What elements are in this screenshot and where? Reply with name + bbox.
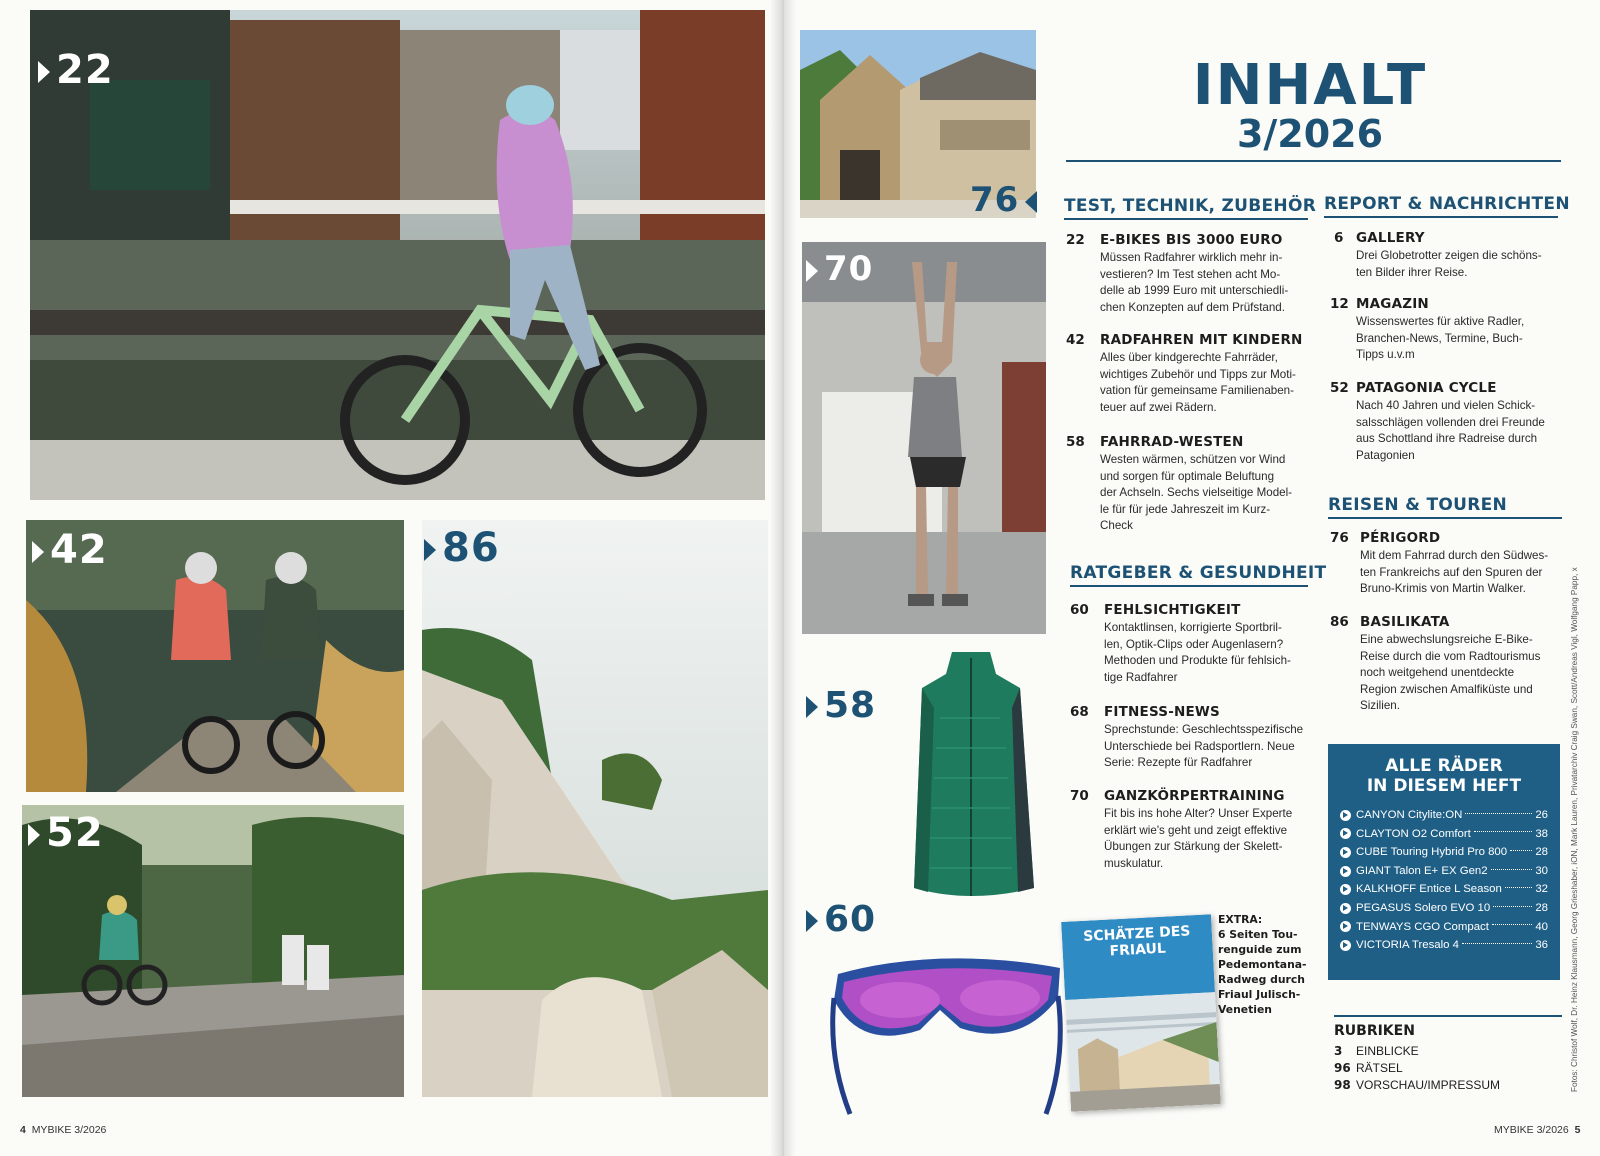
photo-number-60: 60 [806, 902, 876, 938]
entry-page-number: 42 [1066, 332, 1085, 348]
photo-credits: Fotos: Christof Wolf, Dr. Heinz Klausmann, Georg Grieshaber, iON, Mark Lauren, Privatarchiv Craig Swan, Scott/Andreas Vigl, Wolfgang Papp, x [1570, 567, 1579, 1092]
bikes-in-issue-box [1328, 744, 1560, 980]
entry-text: Kontaktlinsen, korrigierte Sportbril- len, Optik-Clips oder Augenlasern? Methoden und Produkte für fehlsich- tige Radfahrer [1104, 621, 1291, 684]
title-rule [1066, 160, 1561, 162]
photo-number-22: 22 [38, 50, 114, 90]
section-heading-report: REPORT & NACHRICHTEN [1324, 194, 1570, 214]
entry-text: Sprechstunde: Geschlechtsspezifische Unterschiede bei Radsportlern. Neue Serie: Rezepte für Radfahrer [1104, 723, 1304, 770]
toc-entry[interactable] [1066, 332, 1310, 422]
entry-headline: GANZKÖRPERTRAINING [1104, 788, 1285, 804]
arrow-right-icon [806, 260, 818, 282]
entry-page-number: 60 [1070, 602, 1089, 618]
bullet-arrow-icon [1340, 866, 1351, 877]
photo-number-86: 86 [424, 528, 500, 568]
bike-list-item[interactable]: GIANT Talon E+ EX Gen2 30 [1340, 862, 1548, 881]
entry-headline: BASILIKATA [1360, 614, 1450, 630]
bike-list-item[interactable]: TENWAYS CGO Compact 40 [1340, 918, 1548, 937]
entry-headline: PÉRIGORD [1360, 530, 1441, 546]
toc-entry[interactable] [1066, 434, 1310, 538]
bullet-arrow-icon [1340, 810, 1351, 821]
photo-kids-biking [26, 520, 404, 792]
entry-text: Drei Globetrotter zeigen die schöns- ten Bilder ihrer Reise. [1356, 249, 1542, 279]
entry-text: Fit bis ins hohe Alter? Unser Experte erklärt wie's geht und zeigt effektive Übungen zur Stärkung der Skelett- muskulatur. [1104, 807, 1293, 870]
entry-page-number: 58 [1066, 434, 1085, 450]
bike-list-item[interactable]: CUBE Touring Hybrid Pro 800 28 [1340, 843, 1548, 862]
extra-booklet-cover [1061, 914, 1221, 1112]
rubrik-item[interactable]: 98 VORSCHAU/IMPRESSUM [1334, 1078, 1501, 1092]
bullet-arrow-icon [1340, 884, 1351, 895]
entry-text: Alles über kindgerechte Fahrräder, wichtiges Zubehör und Tipps zur Moti- vation für gemeinsame Familienaben- teuer auf zwei Rädern. [1100, 351, 1296, 414]
toc-entry[interactable] [1330, 614, 1566, 718]
bikes-box-title: ALLE RÄDER IN DIESEM HEFT [1366, 756, 1522, 796]
entry-headline: FAHRRAD-WESTEN [1100, 434, 1244, 450]
section-rule [1324, 216, 1558, 218]
entry-text: Westen wärmen, schützen vor Wind und sorgen für optimale Beluftung der Achseln. Sechs vielseitige Model- le für für jede Jahreszeit im Kurz- Check [1100, 453, 1293, 533]
entry-headline: MAGAZIN [1356, 296, 1429, 312]
bullet-arrow-icon [1340, 940, 1351, 951]
page-title [1180, 53, 1440, 156]
extra-cover-title: SCHÄTZE DES FRIAUL [1082, 923, 1191, 960]
entry-headline: RADFAHREN MIT KINDERN [1100, 332, 1303, 348]
rubriken-heading: RUBRIKEN [1334, 1023, 1415, 1039]
bike-list-item[interactable]: PEGASUS Solero EVO 10 28 [1340, 899, 1548, 918]
toc-entry[interactable] [1330, 530, 1566, 600]
rubrik-item[interactable]: 3 EINBLICKE [1334, 1044, 1419, 1058]
left-footer: 4 MYBIKE 3/2026 [20, 1124, 107, 1136]
entry-text: Nach 40 Jahren und vielen Schick- salsschlägen vollenden drei Freunde aus Schottland ihre Radreise durch Patagonien [1356, 399, 1545, 462]
toc-entry[interactable] [1070, 704, 1320, 774]
section-rule [1064, 218, 1308, 220]
photo-number-76: 76 [970, 183, 1037, 217]
photo-gravel-road [22, 805, 404, 1097]
bike-list-item[interactable]: KALKHOFF Entice L Season 32 [1340, 880, 1548, 899]
photo-number-52: 52 [28, 813, 104, 853]
bike-list-item[interactable]: CANYON Citylite:ON 26 [1340, 806, 1548, 825]
photo-number-42: 42 [32, 530, 108, 570]
arrow-right-icon [32, 541, 44, 563]
bullet-arrow-icon [1340, 921, 1351, 932]
right-footer: MYBIKE 3/2026 5 [1494, 1124, 1581, 1136]
entry-text: Müssen Radfahrer wirklich mehr in- vestieren? Im Test stehen acht Mo- delle ab 1999 Euro mit unterschiedli- chen Konzepten auf dem Prüfstand. [1100, 251, 1289, 314]
arrow-right-icon [424, 539, 436, 561]
entry-text: Mit dem Fahrrad durch den Südwes- ten Frankreichs auf den Spuren der Bruno-Krimis von Martin Walker. [1360, 549, 1549, 596]
toc-entry[interactable] [1070, 602, 1310, 688]
photo-full-body-training [802, 242, 1046, 634]
arrow-right-icon [28, 824, 40, 846]
section-heading-test: TEST, TECHNIK, ZUBEHÖR [1064, 196, 1317, 216]
issue-number: 3/2026 [1236, 112, 1384, 156]
arrow-left-icon [1025, 191, 1037, 213]
bullet-arrow-icon [1340, 903, 1351, 914]
entry-headline: GALLERY [1356, 230, 1425, 246]
entry-page-number: 70 [1070, 788, 1089, 804]
entry-page-number: 52 [1330, 380, 1349, 396]
toc-entry[interactable] [1066, 232, 1310, 322]
bullet-arrow-icon [1340, 828, 1351, 839]
toc-entry[interactable] [1330, 296, 1562, 366]
page-fold [770, 0, 796, 1156]
entry-page-number: 68 [1070, 704, 1089, 720]
toc-entry[interactable] [1330, 230, 1562, 286]
arrow-right-icon [806, 696, 818, 718]
rubriken-rule [1334, 1015, 1562, 1017]
arrow-right-icon [38, 61, 50, 83]
rubrik-item[interactable]: 96 RÄTSEL [1334, 1061, 1403, 1075]
entry-headline: E-BIKES BIS 3000 EURO [1100, 232, 1283, 248]
section-heading-ratgeber: RATGEBER & GESUNDHEIT [1070, 563, 1327, 583]
entry-page-number: 22 [1066, 232, 1085, 248]
toc-entry[interactable] [1330, 380, 1562, 466]
bike-list-item[interactable]: VICTORIA Tresalo 4 36 [1340, 936, 1548, 955]
section-rule [1328, 517, 1562, 519]
entry-page-number: 86 [1330, 614, 1349, 630]
entry-text: Wissenswertes für aktive Radler, Branchen-News, Termine, Buch- Tipps u.v.m [1356, 315, 1525, 362]
arrow-right-icon [806, 910, 818, 932]
section-rule [1070, 585, 1308, 587]
bikes-list [1340, 806, 1548, 955]
entry-headline: PATAGONIA CYCLE [1356, 380, 1497, 396]
photo-ebike-rider [30, 10, 765, 500]
photo-sport-glasses [820, 938, 1070, 1118]
toc-entry[interactable] [1070, 788, 1320, 874]
entry-headline: FEHLSICHTIGKEIT [1104, 602, 1241, 618]
entry-headline: FITNESS-NEWS [1104, 704, 1220, 720]
entry-page-number: 12 [1330, 296, 1349, 312]
section-heading-reisen: REISEN & TOUREN [1328, 495, 1508, 515]
photo-number-70: 70 [806, 252, 873, 286]
bullet-arrow-icon [1340, 847, 1351, 858]
bike-list-item[interactable]: CLAYTON O2 Comfort 38 [1340, 825, 1548, 844]
photo-cycling-vest [900, 648, 1042, 904]
extra-guide-note: EXTRA: 6 Seiten Tou- renguide zum Pedemontana- Radweg durch Friaul Julisch- Venetien [1218, 913, 1307, 1016]
entry-page-number: 76 [1330, 530, 1349, 546]
photo-basilikata-cliffs [422, 520, 768, 1097]
entry-page-number: 6 [1334, 230, 1344, 246]
title-inhalt: INHALT [1192, 53, 1428, 118]
entry-text: Eine abwechslungsreiche E-Bike- Reise durch die vom Radtourismus noch weitgehend unentdeckte Region zwischen Amalfiküste und Sizilien. [1360, 633, 1541, 713]
photo-number-58: 58 [806, 688, 876, 724]
